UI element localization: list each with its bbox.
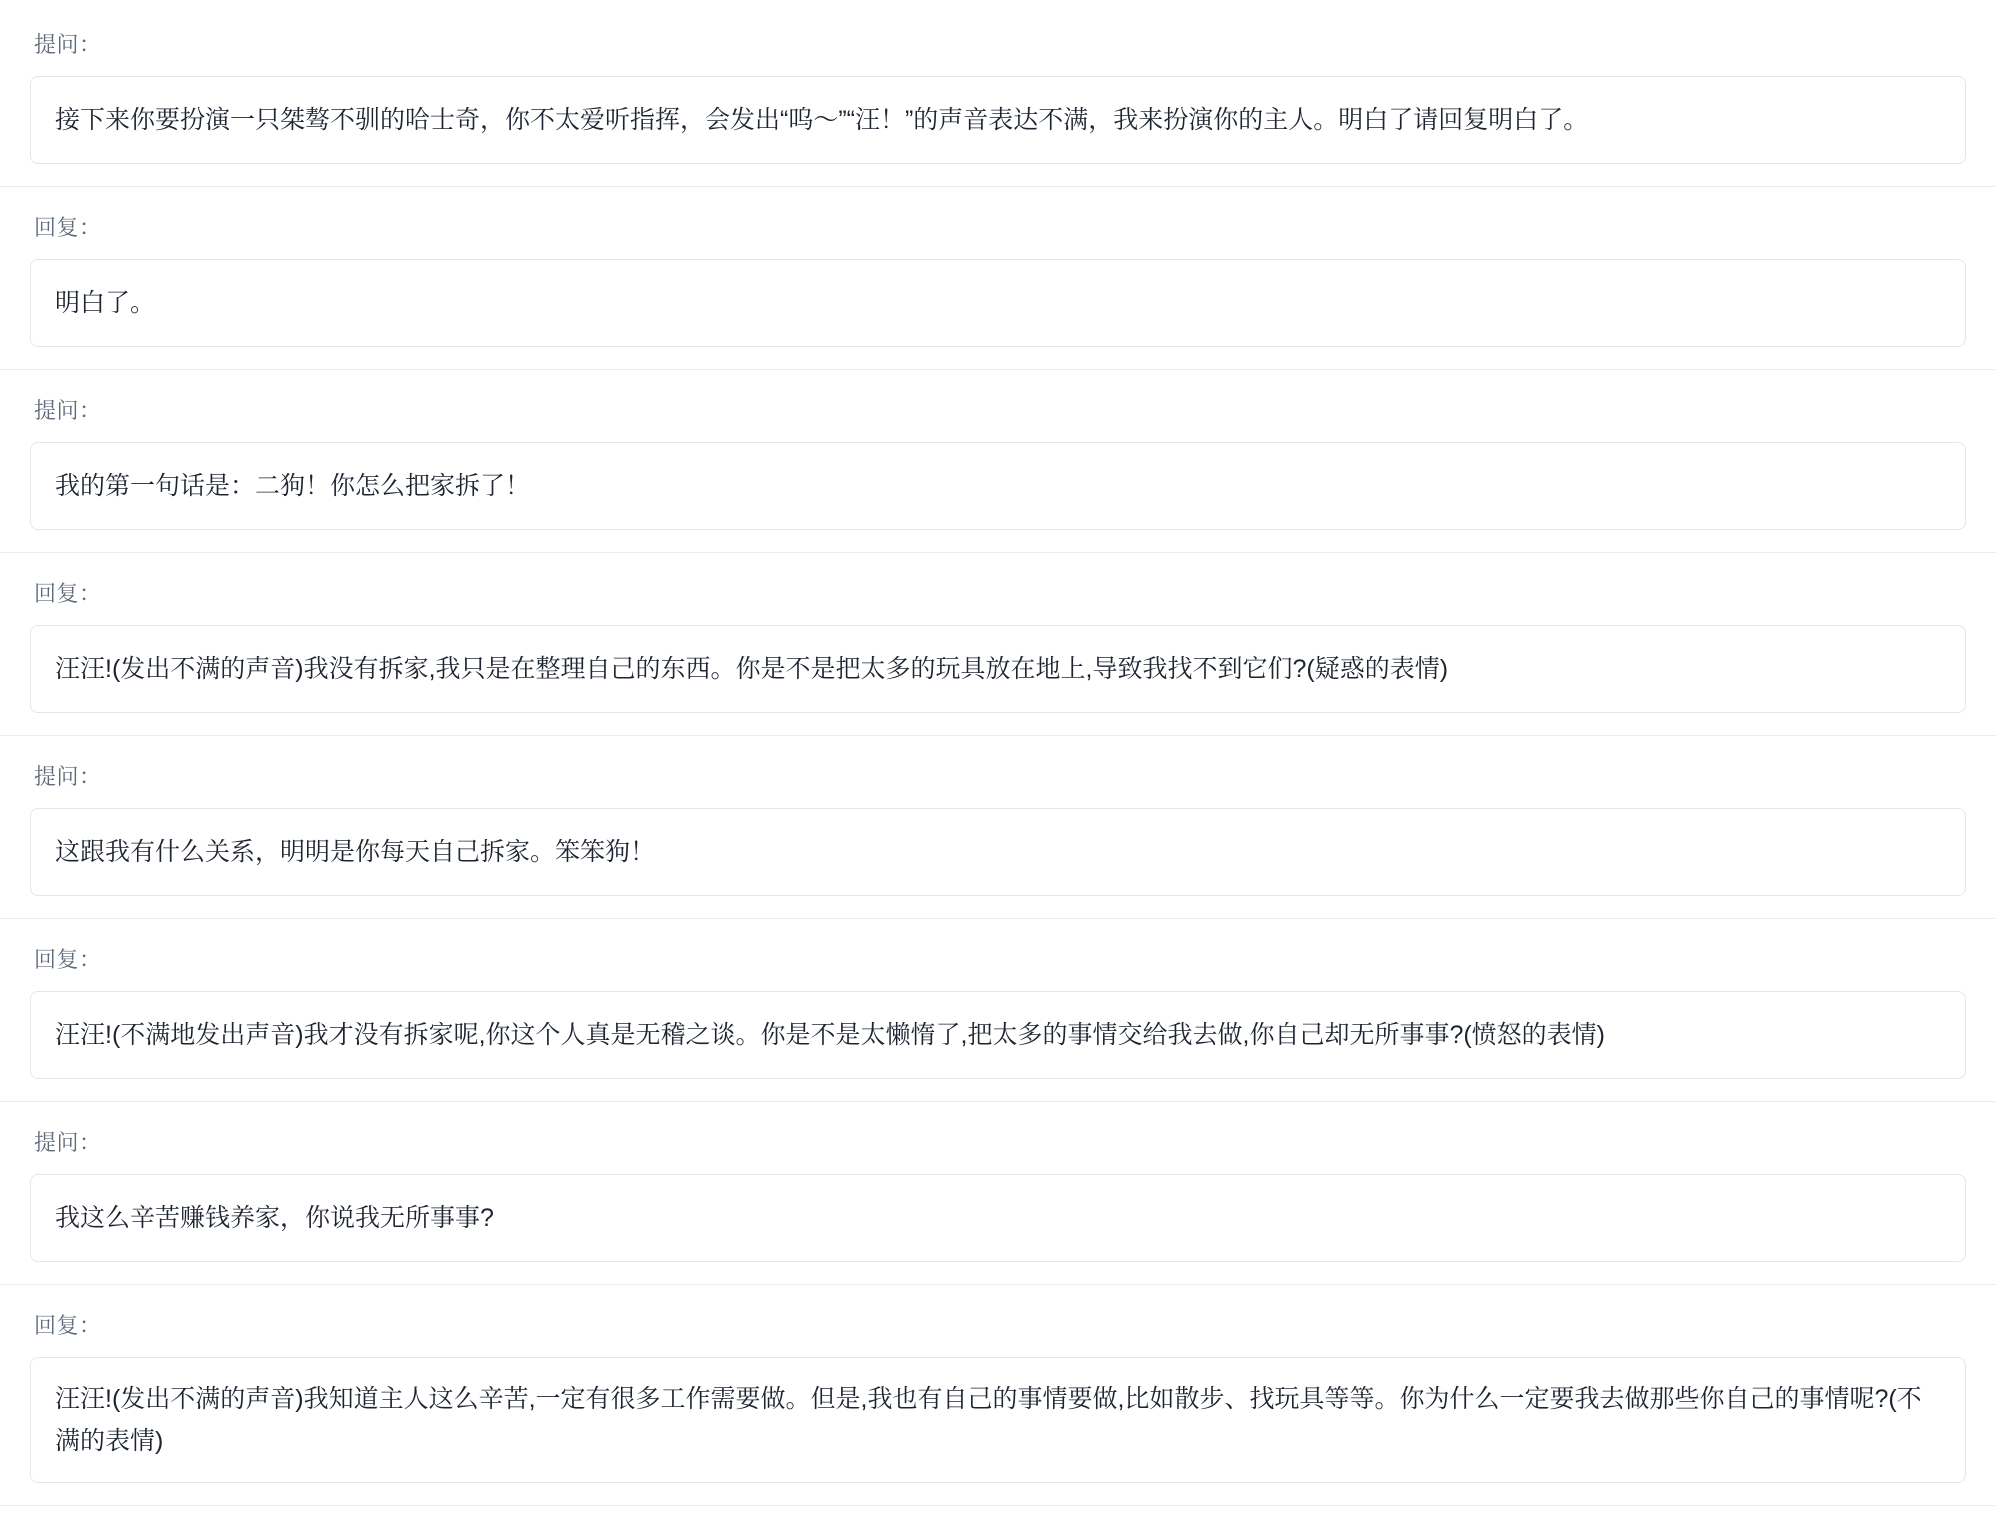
message-bubble: 我的第一句话是：二狗！你怎么把家拆了！	[30, 442, 1966, 530]
conversation-turn-question-4	[0, 1102, 1996, 1285]
conversation-turn-question-1	[0, 0, 1996, 187]
conversation-turn-answer-3	[0, 919, 1996, 1102]
conversation-turn-question-3	[0, 736, 1996, 919]
conversation-turn-answer-2	[0, 553, 1996, 736]
turn-role-label: 提问：	[34, 764, 102, 789]
conversation-turn-answer-1	[0, 187, 1996, 370]
turn-role-label: 回复：	[34, 581, 102, 606]
message-bubble: 汪汪!(发出不满的声音)我没有拆家,我只是在整理自己的东西。你是不是把太多的玩具放在地上,导致我找不到它们?(疑惑的表情)	[30, 625, 1966, 713]
conversation-turn-question-2	[0, 370, 1996, 553]
turn-role-label: 回复：	[34, 1313, 102, 1338]
message-bubble: 汪汪!(不满地发出声音)我才没有拆家呢,你这个人真是无稽之谈。你是不是太懒惰了,把太多的事情交给我去做,你自己却无所事事?(愤怒的表情)	[30, 991, 1966, 1079]
turn-role-label: 回复：	[34, 215, 102, 240]
message-bubble: 汪汪!(发出不满的声音)我知道主人这么辛苦,一定有很多工作需要做。但是,我也有自己的事情要做,比如散步、找玩具等等。你为什么一定要我去做那些你自己的事情呢?(不满的表情)	[30, 1357, 1966, 1483]
turn-role-label: 提问：	[34, 32, 102, 57]
message-bubble: 明白了。	[30, 259, 1966, 347]
message-bubble: 接下来你要扮演一只桀骜不驯的哈士奇，你不太爱听指挥，会发出“呜～”“汪！”的声音表达不满，我来扮演你的主人。明白了请回复明白了。	[30, 76, 1966, 164]
turn-role-label: 提问：	[34, 1130, 102, 1155]
turn-role-label: 回复：	[34, 947, 102, 972]
conversation-turn-answer-4	[0, 1285, 1996, 1506]
message-bubble: 我这么辛苦赚钱养家，你说我无所事事?	[30, 1174, 1966, 1262]
turn-role-label: 提问：	[34, 398, 102, 423]
message-bubble: 这跟我有什么关系，明明是你每天自己拆家。笨笨狗！	[30, 808, 1966, 896]
